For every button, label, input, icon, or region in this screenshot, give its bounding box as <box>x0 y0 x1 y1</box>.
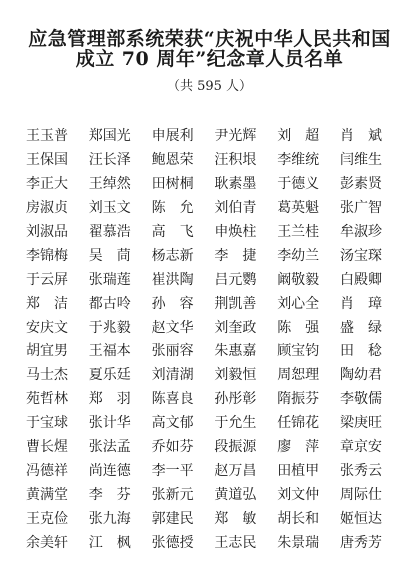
name-entry: 白殿卿 <box>339 271 382 288</box>
name-entry: 汪积垠 <box>214 151 257 168</box>
name-entry: 房淑贞 <box>26 199 68 216</box>
name-entry: 都古呤 <box>88 295 131 312</box>
name-entry: 牟淑珍 <box>339 223 382 240</box>
name-entry: 冯德祥 <box>26 463 68 480</box>
document-title-line-1: 应急管理部系统荣获“庆祝中华人民共和国 <box>28 28 391 50</box>
name-entry: 李锦梅 <box>26 247 68 264</box>
name-entry: 顾宝钧 <box>277 343 320 360</box>
name-entry: 申焕柱 <box>214 223 257 240</box>
name-entry: 刘淑品 <box>26 223 68 240</box>
name-entry: 于德义 <box>277 175 320 192</box>
name-entry: 朱惠嘉 <box>214 343 257 360</box>
name-entry: 翟慕浩 <box>88 223 131 240</box>
name-entry: 胡长和 <box>277 511 320 527</box>
name-entry: 任锦花 <box>277 415 320 432</box>
name-entry: 肖 璋 <box>339 295 382 312</box>
name-entry: 江 枫 <box>88 534 131 551</box>
name-entry: 张九海 <box>88 511 131 527</box>
name-entry: 刘玉文 <box>88 199 131 216</box>
name-entry: 李正大 <box>26 175 68 192</box>
name-entry: 孙彤彰 <box>214 391 257 408</box>
name-entry: 马士杰 <box>26 367 68 384</box>
name-entry: 阚敬毅 <box>277 271 320 288</box>
name-entry: 张瑞莲 <box>88 271 131 288</box>
name-entry: 耿素墨 <box>214 175 257 192</box>
name-entry: 郑 洁 <box>26 295 68 312</box>
name-entry: 闫维生 <box>339 151 382 168</box>
name-entry: 于云屏 <box>26 271 68 288</box>
name-entry: 肖 斌 <box>339 128 382 144</box>
name-entry: 荆凯善 <box>214 295 257 312</box>
name-entry: 尚连德 <box>88 463 131 480</box>
name-entry: 张计华 <box>88 415 131 432</box>
name-entry: 葛英魁 <box>277 199 320 216</box>
name-entry: 余美轩 <box>26 534 68 551</box>
name-entry: 唐秀芳 <box>339 534 382 551</box>
name-entry: 张德授 <box>151 534 194 551</box>
name-entry: 胡宜男 <box>26 343 68 360</box>
name-entry: 姬恒达 <box>339 511 382 527</box>
name-entry: 郑国光 <box>88 128 131 144</box>
name-entry: 周恕理 <box>277 367 320 384</box>
name-entry: 刘心全 <box>277 295 320 312</box>
name-entry: 苑哲林 <box>26 391 68 408</box>
name-entry: 王玉普 <box>26 128 68 144</box>
name-entry: 盛 绿 <box>339 319 382 336</box>
name-entry: 王克俭 <box>26 511 68 527</box>
name-entry: 郑 羽 <box>88 391 131 408</box>
name-entry: 王福本 <box>88 343 131 360</box>
name-entry: 黄道弘 <box>214 487 257 504</box>
name-entry: 朱景瑞 <box>277 534 320 551</box>
name-entry: 段振源 <box>214 439 257 456</box>
name-entry: 张新元 <box>151 487 194 504</box>
name-entry: 赵文华 <box>151 319 194 336</box>
name-entry: 郭建民 <box>151 511 194 527</box>
name-entry: 章京安 <box>339 439 382 456</box>
name-entry: 申展利 <box>151 128 194 144</box>
name-entry: 张广智 <box>339 199 382 216</box>
name-entry: 乔如芬 <box>151 439 194 456</box>
name-entry: 黄满堂 <box>26 487 68 504</box>
name-entry: 李幼兰 <box>277 247 320 264</box>
name-entry: 刘 超 <box>277 128 320 144</box>
name-entry: 王兰桂 <box>277 223 320 240</box>
name-entry: 李 芬 <box>88 487 131 504</box>
name-entry: 刘伯青 <box>214 199 257 216</box>
name-entry: 刘奎政 <box>214 319 257 336</box>
name-entry: 陈 允 <box>151 199 194 216</box>
total-count: （共 595 人） <box>166 79 253 94</box>
name-entry: 刘毅恒 <box>214 367 257 384</box>
name-entry: 于允生 <box>214 415 257 432</box>
name-entry: 李敬儒 <box>339 391 382 408</box>
name-entry: 田树桐 <box>151 175 194 192</box>
name-entry: 鲍恩荣 <box>151 151 194 168</box>
name-list <box>26 126 401 557</box>
name-entry: 夏乐廷 <box>88 367 131 384</box>
name-entry: 高 飞 <box>151 223 194 240</box>
name-entry: 曹长煋 <box>26 439 68 456</box>
name-entry: 陈喜良 <box>151 391 194 408</box>
name-entry: 陶幼君 <box>339 367 382 384</box>
name-entry: 彭素贤 <box>339 175 382 192</box>
name-entry: 刘清湖 <box>151 367 194 384</box>
name-entry: 周际仕 <box>339 487 382 504</box>
name-entry: 于兆毅 <box>88 319 131 336</box>
name-entry: 田植甲 <box>277 463 320 480</box>
name-entry: 陈 强 <box>277 319 320 336</box>
name-entry: 吴 茼 <box>88 247 131 264</box>
name-entry: 王保国 <box>26 151 68 168</box>
name-entry: 安庆文 <box>26 319 68 336</box>
name-entry: 汪长泽 <box>88 151 131 168</box>
name-entry: 杨志新 <box>151 247 194 264</box>
name-entry: 李维统 <box>277 151 320 168</box>
name-entry: 尹光辉 <box>214 128 257 144</box>
name-entry: 孙 容 <box>151 295 194 312</box>
name-entry: 张丽容 <box>151 343 194 360</box>
name-entry: 隋振芬 <box>277 391 320 408</box>
name-entry: 郑 敏 <box>214 511 257 527</box>
name-entry: 崔洪陶 <box>151 271 194 288</box>
name-entry: 高文郁 <box>151 415 194 432</box>
name-entry: 李 捷 <box>214 247 257 264</box>
name-entry: 田 稔 <box>339 343 382 360</box>
name-entry: 刘文仲 <box>277 487 320 504</box>
name-entry: 李一平 <box>151 463 194 480</box>
name-entry: 廖 萍 <box>277 439 320 456</box>
name-entry: 王志民 <box>214 534 257 551</box>
name-entry: 于宝球 <box>26 415 68 432</box>
document-title-line-2: 成立 70 周年”纪念章人员名单 <box>75 48 344 70</box>
name-entry: 梁庚旺 <box>339 415 382 432</box>
name-entry: 吕元鹦 <box>214 271 257 288</box>
name-entry: 赵万昌 <box>214 463 257 480</box>
name-entry: 张法孟 <box>88 439 131 456</box>
name-entry: 王绰然 <box>88 175 131 192</box>
name-entry: 张秀云 <box>339 463 382 480</box>
name-entry: 汤宝琛 <box>339 247 382 264</box>
